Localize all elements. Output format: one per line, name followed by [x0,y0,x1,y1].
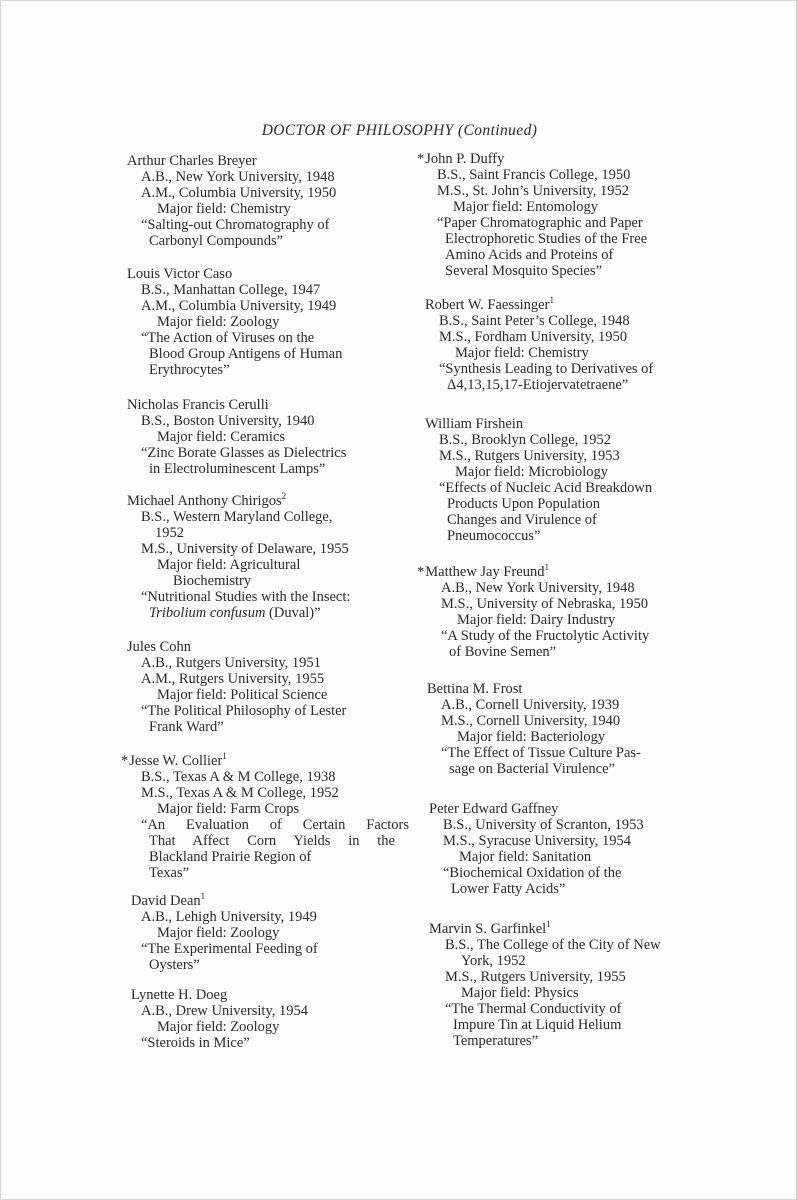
entry-firshein [417,416,702,544]
name-text: Jesse W. Collier [129,753,223,769]
entry-duffy [417,151,702,279]
dissertation-title-cont: Texas” [149,865,190,881]
dissertation-title-cont: Erythrocytes” [149,362,230,378]
dissertation-title-cont: Oysters” [149,957,200,973]
degree-line: M.S., Texas A & M College, 1952 [141,785,339,801]
degree-line: B.S., Texas A & M College, 1938 [141,769,336,785]
entry-gaffney [417,801,702,897]
degree-line: B.S., Manhattan College, 1947 [141,282,321,298]
dissertation-title: “The Experimental Feeding of [141,941,318,957]
dissertation-title-cont: Blood Group Antigens of Human [149,346,343,362]
page-heading: DOCTOR OF PHILOSOPHY (Continued) [261,122,538,139]
entry-name [417,297,702,313]
major-field: Major field: Microbiology [455,464,609,480]
entry-freund [417,564,702,660]
dissertation-title: “The Action of Viruses on the [141,330,315,346]
dissertation-title: “The Thermal Conductivity of [445,1001,622,1017]
name-text: Matthew Jay Freund [425,564,545,580]
degree-line: A.B., Lehigh University, 1949 [141,909,317,925]
dissertation-title-cont: Frank Ward” [149,719,224,735]
degree-line: B.S., Saint Francis College, 1950 [437,167,631,183]
dissertation-title: “Steroids in Mice” [141,1035,250,1051]
degree-line: M.S., Rutgers University, 1955 [445,969,626,985]
dissertation-title: “Zinc Borate Glasses as Dielectrics [141,445,347,461]
degree-line: M.S., University of Delaware, 1955 [141,541,349,557]
major-field: Major field: Political Science [157,687,328,703]
footnote-mark: 2 [281,491,287,502]
dissertation-title-cont: Pneumococcus” [447,528,541,544]
asterisk-mark: * [417,151,425,167]
entry-breyer [121,153,406,249]
entry-name: Peter Edward Gaffney [429,801,559,817]
dissertation-title: “Nutritional Studies with the Insect: [141,589,351,605]
name-text: John P. Duffy [425,151,505,167]
entry-name [417,151,702,167]
degree-line: M.S., St. John’s University, 1952 [437,183,630,199]
dissertation-title-cont: Carbonyl Compounds” [149,233,284,249]
degree-line: B.S., Brooklyn College, 1952 [439,432,611,448]
dissertation-title: “An Evaluation of Certain Factors [141,817,409,833]
entry-name: Bettina M. Frost [427,681,523,697]
footnote-mark: 1 [546,919,551,930]
major-field: Major field: Sanitation [459,849,592,865]
dissertation-title: “Salting-out Chromatography of [141,217,330,233]
species-name: Tribolium confusum [149,605,266,621]
degree-line: A.B., Cornell University, 1939 [441,697,620,713]
dissertation-title-cont: Products Upon Population [447,496,601,512]
entry-name [417,564,702,580]
degree-line: M.S., Fordham University, 1950 [439,329,627,345]
entry-name [121,493,406,509]
degree-line: B.S., Saint Peter’s College, 1948 [439,313,630,329]
major-field: Major field: Dairy Industry [457,612,616,628]
major-field-cont: Biochemistry [173,573,252,589]
dissertation-title-cont: of Bovine Semen” [449,644,557,660]
name-text: David Dean [131,893,201,909]
entry-name: Arthur Charles Breyer [127,153,257,169]
dissertation-title: “The Political Philosophy of Lester [141,703,347,719]
dissertation-title: “Paper Chromatographic and Paper [437,215,643,231]
degree-line: A.B., Rutgers University, 1951 [141,655,321,671]
dissertation-title: “Effects of Nucleic Acid Breakdown [439,480,653,496]
entry-caso [121,266,406,378]
degree-line-cont: 1952 [155,525,184,541]
dissertation-title: “Synthesis Leading to Derivatives of [439,361,654,377]
entry-cohn [121,639,406,735]
degree-line-cont: York, 1952 [461,953,526,969]
degree-line: A.M., Columbia University, 1950 [141,185,337,201]
dissertation-title-cont: Δ4,13,15,17-Etiojervatetraene” [447,377,629,393]
degree-line: B.S., Boston University, 1940 [141,413,315,429]
entry-name: Lynette H. Doeg [131,987,228,1003]
footnote-mark: 1 [200,891,206,902]
major-field: Major field: Chemistry [157,201,291,217]
degree-line: A.M., Columbia University, 1949 [141,298,337,314]
entry-frost [417,681,702,777]
major-field: Major field: Zoology [157,314,280,330]
degree-line: B.S., The College of the City of New [445,937,661,953]
dissertation-title-cont: Electrophoretic Studies of the Free [445,231,648,247]
name-text: Michael Anthony Chirigos [127,493,282,509]
major-field: Major field: Bacteriology [457,729,606,745]
entry-name: William Firshein [425,416,524,432]
entry-name [121,753,406,769]
dissertation-title-cont: in Electroluminescent Lamps” [149,461,326,477]
asterisk-mark: * [121,753,129,769]
entry-collier [121,751,409,881]
dissertation-title: “A Study of the Fructolytic Activity [441,628,650,644]
name-text: Robert W. Faessinger [425,297,550,313]
degree-line: A.B., New York University, 1948 [141,169,335,185]
entry-doeg [121,987,406,1051]
dissertation-title-cont [121,605,406,621]
footnote-mark: 1 [544,562,549,573]
major-field: Major field: Farm Crops [157,801,300,817]
degree-line: M.S., Syracuse University, 1954 [443,833,631,849]
major-field: Major field: Chemistry [455,345,589,361]
entry-name: Louis Victor Caso [127,266,233,282]
dissertation-title-cont: Amino Acids and Proteins of [445,247,614,263]
entry-name: Jules Cohn [127,639,192,655]
entry-name [417,921,702,937]
entry-faessinger [417,297,702,393]
major-field: Major field: Zoology [157,1019,280,1035]
dissertation-title-cont: That Affect Corn Yields in the [149,833,395,849]
degree-line: B.S., University of Scranton, 1953 [443,817,644,833]
dissertation-title-cont: Impure Tin at Liquid Helium [453,1017,622,1033]
major-field: Major field: Entomology [453,199,598,215]
entry-garfinkel [417,921,702,1049]
degree-line: A.B., New York University, 1948 [441,580,635,596]
dissertation-title-cont: Blackland Prairie Region of [149,849,312,865]
degree-line: A.B., Drew University, 1954 [141,1003,308,1019]
degree-line: B.S., Western Maryland College, [141,509,333,525]
major-field: Major field: Physics [461,985,579,1001]
degree-line: M.S., Rutgers University, 1953 [439,448,620,464]
dissertation-title-cont: sage on Bacterial Virulence” [449,761,615,777]
major-field: Major field: Agricultural [157,557,301,573]
entry-dean [121,893,406,973]
degree-line: M.S., Cornell University, 1940 [441,713,621,729]
dissertation-title: “Biochemical Oxidation of the [443,865,622,881]
dissertation-title-cont: Lower Fatty Acids” [451,881,566,897]
dissertation-title-cont: Several Mosquito Species” [445,263,603,279]
dissertation-title-cont: Temperatures” [453,1033,539,1049]
major-field: Major field: Zoology [157,925,280,941]
title-rest: (Duval)” [269,605,321,621]
asterisk-mark: * [417,564,425,580]
entry-name [121,893,406,909]
footnote-mark: 1 [222,751,227,762]
dissertation-title-cont: Changes and Virulence of [447,512,597,528]
entry-name: Nicholas Francis Cerulli [127,397,269,413]
degree-line: M.S., University of Nebraska, 1950 [441,596,649,612]
name-text: Marvin S. Garfinkel [429,921,547,937]
degree-line: A.M., Rutgers University, 1955 [141,671,325,687]
entry-chirigos [121,493,406,621]
entry-cerulli [121,397,406,477]
footnote-mark: 1 [549,295,554,306]
dissertation-title: “The Effect of Tissue Culture Pas- [441,745,641,761]
major-field: Major field: Ceramics [157,429,286,445]
